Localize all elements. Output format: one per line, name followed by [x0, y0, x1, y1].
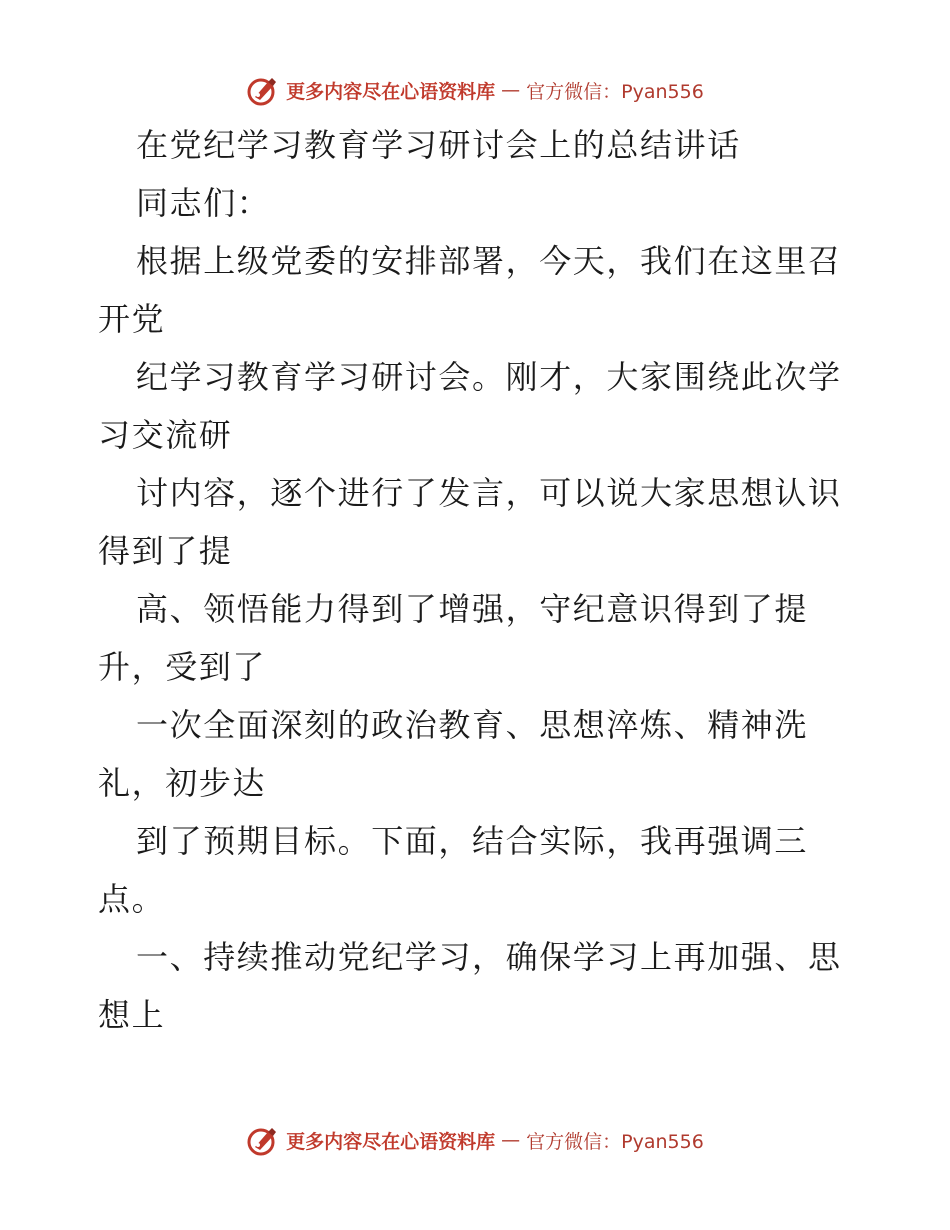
header-watermark — [0, 70, 950, 110]
paragraph-line: 到了预期目标。下面，结合实际，我再强调三 — [136, 822, 809, 860]
watermark-brand: 更多内容尽在心语资料库 — [286, 80, 496, 103]
paragraph-line: 纪学习教育学习研讨会。刚才，大家围绕此次学 — [136, 358, 842, 396]
paragraph-line-wrap: 点。 — [98, 880, 166, 918]
document-body — [98, 116, 858, 1044]
paragraph-line: 讨内容，逐个进行了发言，可以说大家思想认识 — [136, 474, 842, 512]
paragraph-line-wrap: 礼，初步达 — [98, 764, 267, 802]
paragraph-line-wrap: 升，受到了 — [98, 648, 267, 686]
paragraph-line-wrap: 得到了提 — [98, 532, 233, 570]
paragraph-line-wrap: 开党 — [98, 300, 166, 338]
watermark-brand: 更多内容尽在心语资料库 — [286, 1130, 496, 1153]
paragraph-line: 高、领悟能力得到了增强，守纪意识得到了提 — [136, 590, 809, 628]
pen-circle-logo-icon — [246, 1123, 280, 1157]
watermark-separator: — — [501, 1129, 521, 1151]
salutation: 同志们： — [136, 184, 271, 222]
document-title: 在党纪学习教育学习研讨会上的总结讲话 — [136, 126, 741, 164]
paragraph-line: 一次全面深刻的政治教育、思想淬炼、精神洗 — [136, 706, 809, 744]
watermark-contact: 官方微信：Pyan556 — [526, 80, 704, 103]
paragraph-line-wrap: 习交流研 — [98, 416, 233, 454]
footer-watermark — [0, 1120, 950, 1160]
section-heading-line-wrap: 想上 — [98, 996, 166, 1034]
watermark-separator: — — [501, 79, 521, 101]
section-heading-line: 一、持续推动党纪学习，确保学习上再加强、思 — [136, 938, 842, 976]
watermark-contact: 官方微信：Pyan556 — [526, 1130, 704, 1153]
paragraph-line: 根据上级党委的安排部署，今天，我们在这里召 — [136, 242, 842, 280]
pen-circle-logo-icon — [246, 73, 280, 107]
